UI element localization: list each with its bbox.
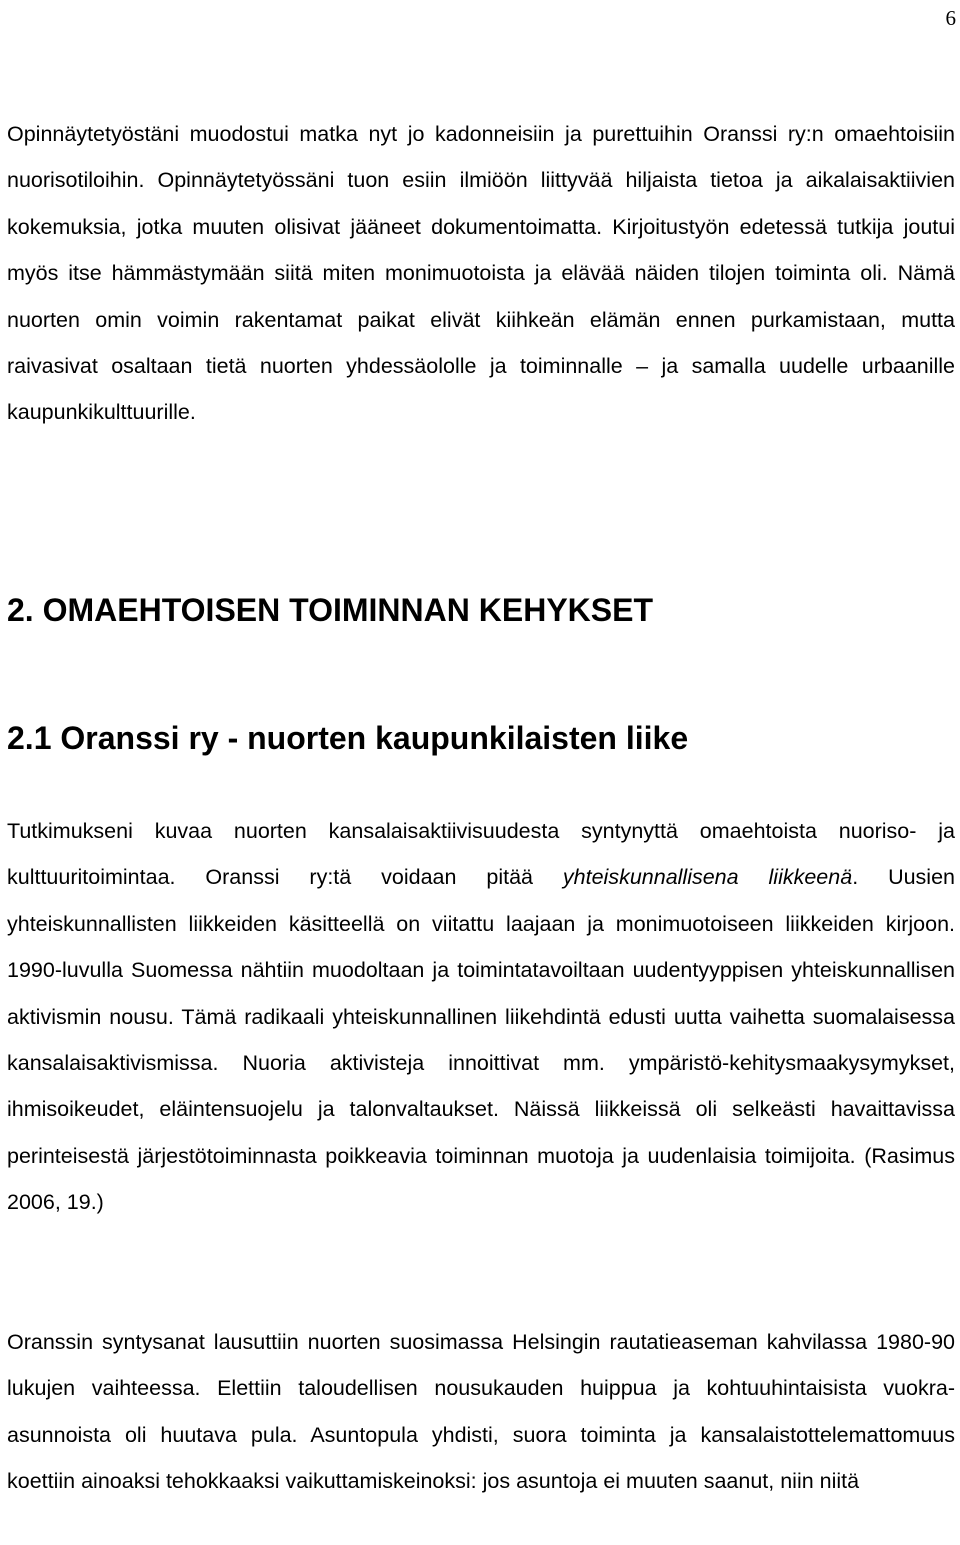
- body-paragraph-movement: [7, 808, 955, 1226]
- section-heading: 2. OMAEHTOISEN TOIMINNAN KEHYKSET: [7, 592, 653, 628]
- emphasized-term: yhteiskunnallisena liikkeenä: [562, 865, 853, 890]
- subsection-heading: 2.1 Oranssi ry - nuorten kaupunkilaisten liike: [7, 720, 689, 756]
- paragraph-text: . Uusien yhteiskunnallisten liikkeiden käsitteellä on viitattu laajaan ja monimuotoiseen liikkeiden kirjoon. 1990-luvulla Suomessa nähtiin muodoltaan ja toimintatavoiltaan uudentyyppisen yhteiskunnallisen aktivismin nousu. Tämä radikaali yhteiskunnallinen liikehdintä edusti uutta vaihetta suomalaisessa kansalaisaktivismissa. Nuoria aktivisteja innoittivat mm. ympäristö-kehitysmaakysymykset, ihmisoikeudet, eläintensuojelu ja talonvaltaukset. Näissä liikkeissä oli selkeästi havaittavissa perinteisestä järjestötoiminnasta poikkeavia toiminnan muotoja ja uudenlaisia toimijoita. (Rasimus 2006, 19.): [7, 865, 956, 1215]
- body-paragraph-origin: Oranssin syntysanat lausuttiin nuorten suosimassa Helsingin rautatieaseman kahvilassa 1980-90 lukujen vaihteessa. Elettiin taloudellisen nousukauden huippua ja kohtuuhintaisista vuokra-asunnoista oli huutava pula. Asuntopula yhdisti, suora toiminta ja kansalaistottelemattomuus koettiin ainoaksi tehokkaaksi vaikuttamiskeinoksi: jos asuntoja ei muuten saanut, niin niitä: [7, 1330, 955, 1494]
- paragraph-text: Tutkimukseni kuvaa nuorten kansalaisaktiivisuudesta syntynyttä omaehtoista nuoriso- ja kulttuuritoimintaa. Oranssi ry:tä voidaan pitää: [7, 819, 955, 890]
- page-number: 6: [945, 6, 956, 30]
- intro-paragraph: Opinnäytetyöstäni muodostui matka nyt jo kadonneisiin ja purettuihin Oranssi ry:n omaehtoisiin nuorisotiloihin. Opinnäytetyössäni tuon esiin ilmiöön liittyvää hiljaista tietoa ja aikalaisaktiivien kokemuksia, jotka muuten olisivat jääneet dokumentoimatta. Kirjoitustyön edetessä tutkija joutui myös itse hämmästymään siitä miten monimuotoista ja elävää näiden tilojen toiminta oli. Nämä nuorten omin voimin rakentamat paikat elivät kiihkeän elämän ennen purkamistaan, mutta raivasivat osaltaan tietä nuorten yhdessäololle ja toiminnalle – ja samalla uudelle urbaanille kaupunkikulttuurille.: [7, 122, 955, 425]
